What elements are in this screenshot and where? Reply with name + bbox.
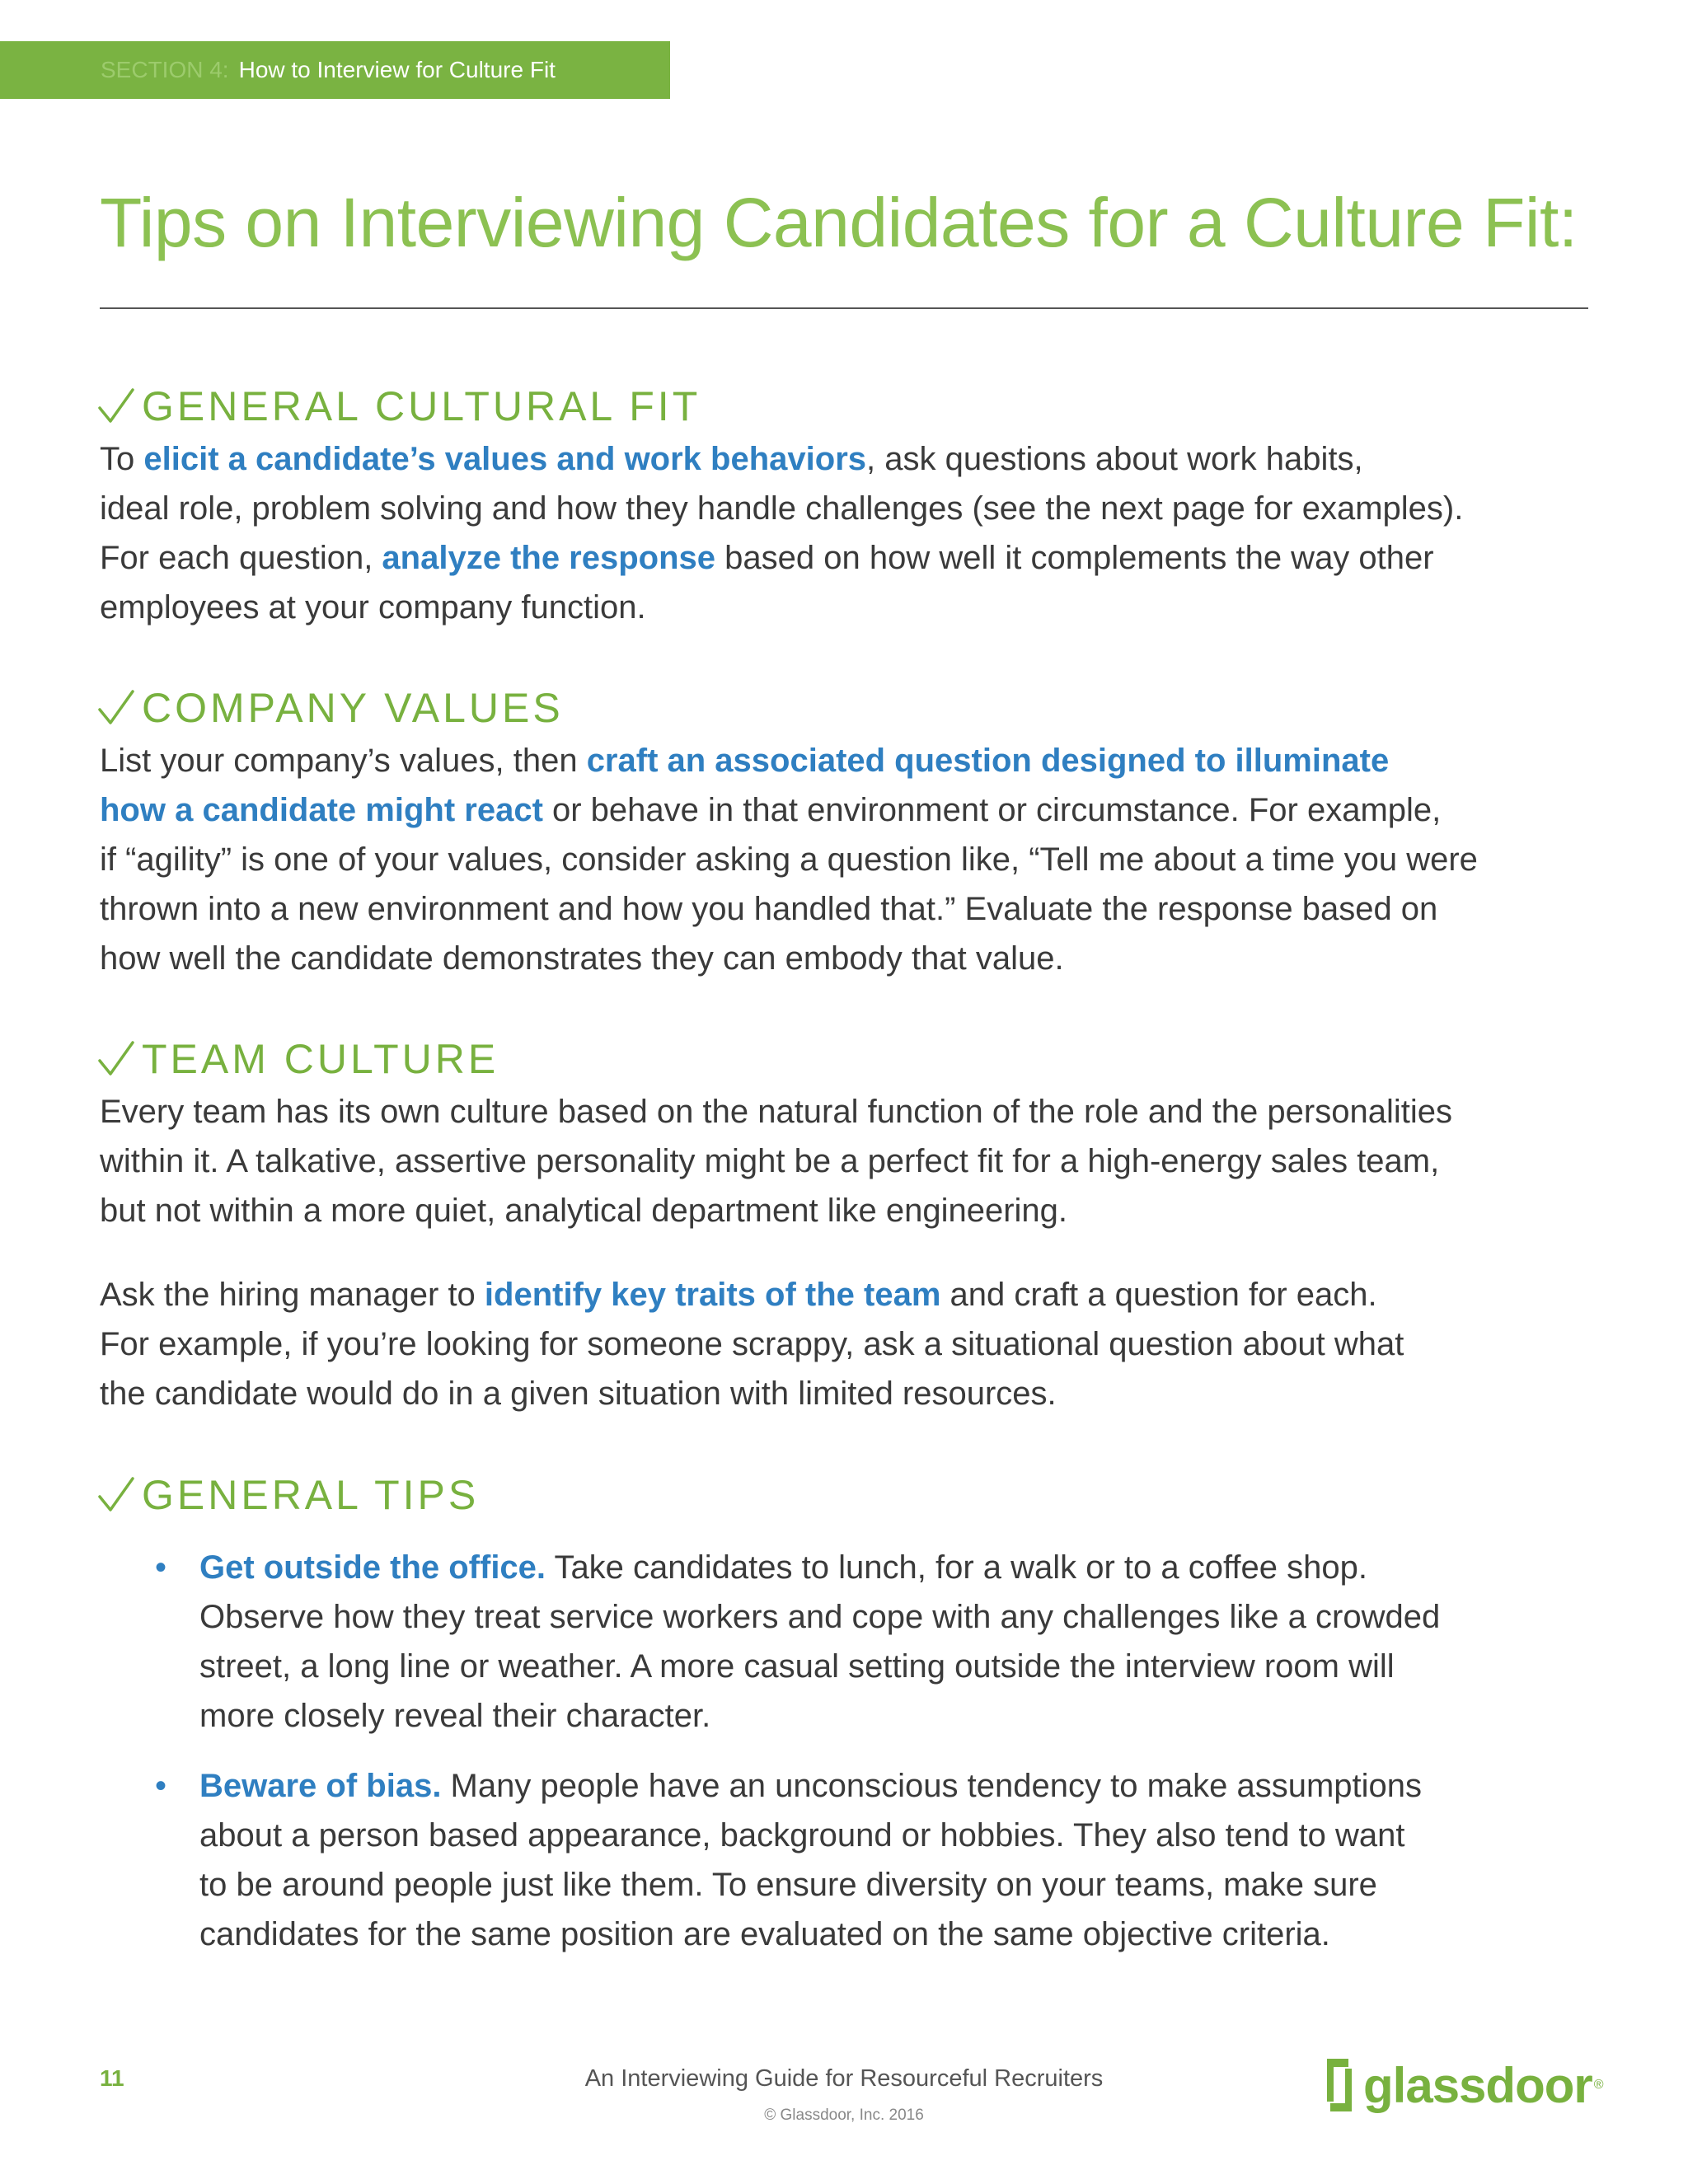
text-line: candidates for the same position are evaluated on the same objective criteria. [199,1916,1330,1952]
highlight-text: how a candidate might react [100,792,543,828]
text-line: to be around people just like them. To ensure diversity on your teams, make sure [199,1867,1377,1903]
text-line: Beware of bias. Many people have an unconscious tendency to make assumptions [199,1768,1423,1804]
heading-team-culture [97,1034,499,1084]
text-line: more closely reveal their character. [199,1698,711,1734]
highlight-text: analyze the response [382,540,716,576]
tips-list [148,1543,1601,1959]
list-item [148,1761,1601,1959]
text-line: Every team has its own culture based on the natural function of the role and the personalities [100,1094,1452,1130]
heading-general-tips [97,1470,479,1520]
page-title: Tips on Interviewing Candidates for a Culture Fit: [100,184,1578,261]
text-line: how a candidate might react or behave in that environment or circumstance. For example, [100,792,1442,828]
text-line: For each question, analyze the response based on how well it complements the way other [100,540,1434,576]
highlight-text: identify key traits of the team [484,1277,941,1313]
general-fit-paragraph [100,434,1592,632]
highlight-text: elicit a candidate’s values and work behaviors [143,441,866,477]
footer-copyright: © Glassdoor, Inc. 2016 [764,2107,924,2124]
text-line: about a person based appearance, background or hobbies. They also tend to want [199,1817,1405,1854]
team-culture-paragraph-2 [100,1270,1592,1418]
list-item [148,1543,1601,1741]
text-line: employees at your company function. [100,589,646,626]
text-line: ideal role, problem solving and how they handle challenges (see the next page for examples). [100,490,1464,527]
bullet-icon: • [155,1768,167,1804]
company-values-paragraph [100,736,1592,983]
check-icon [97,387,135,426]
check-icon [97,1475,135,1515]
heading-company-values [97,683,564,733]
section-title: How to Interview for Culture Fit [238,57,556,82]
heading-text: TEAM CULTURE [142,1036,499,1082]
highlight-text: craft an associated question designed to illuminate [586,743,1390,779]
section-banner [0,41,670,99]
check-icon [97,688,135,728]
heading-text: COMPANY VALUES [142,685,564,731]
text-line: List your company’s values, then craft an associated question designed to illuminate [100,743,1390,779]
footer-guide-title: An Interviewing Guide for Resourceful Recruiters [584,2065,1104,2092]
highlight-text: Beware of bias. [199,1768,442,1804]
glassdoor-logo [1322,2052,1604,2118]
text-line: street, a long line or weather. A more casual setting outside the interview room will [199,1648,1395,1685]
check-icon [97,1039,135,1079]
logo-wordmark: glassdoor [1363,2057,1592,2113]
text-line: Get outside the office. Take candidates to lunch, for a walk or to a coffee shop. [199,1549,1367,1586]
text-line: To elicit a candidate’s values and work behaviors, ask questions about work habits, [100,441,1363,477]
glassdoor-logo-icon [1322,2055,1357,2115]
text-line: the candidate would do in a given situation with limited resources. [100,1376,1057,1412]
heading-text: GENERAL CULTURAL FIT [142,383,701,429]
team-culture-paragraph-1 [100,1087,1592,1235]
highlight-text: Get outside the office. [199,1549,546,1586]
text-line: if “agility” is one of your values, consider asking a question like, “Tell me about a time you were [100,841,1478,878]
section-label: SECTION 4: [101,57,229,82]
registered-mark: ® [1593,2078,1604,2092]
heading-text: GENERAL TIPS [142,1472,480,1518]
text-line: Ask the hiring manager to identify key traits of the team and craft a question for each. [100,1277,1377,1313]
bullet-icon: • [155,1549,167,1586]
text-line: For example, if you’re looking for someone scrappy, ask a situational question about what [100,1326,1404,1362]
text-line: how well the candidate demonstrates they can embody that value. [100,940,1064,977]
heading-general-cultural-fit [97,382,701,431]
text-line: within it. A talkative, assertive personality might be a perfect fit for a high-energy sales team, [100,1143,1440,1179]
text-line: Observe how they treat service workers and cope with any challenges like a crowded [199,1599,1441,1635]
text-line: but not within a more quiet, analytical department like engineering. [100,1193,1068,1229]
page-number: 11 [100,2065,124,2091]
text-line: thrown into a new environment and how you handled that.” Evaluate the response based on [100,891,1438,927]
title-divider [100,307,1588,309]
